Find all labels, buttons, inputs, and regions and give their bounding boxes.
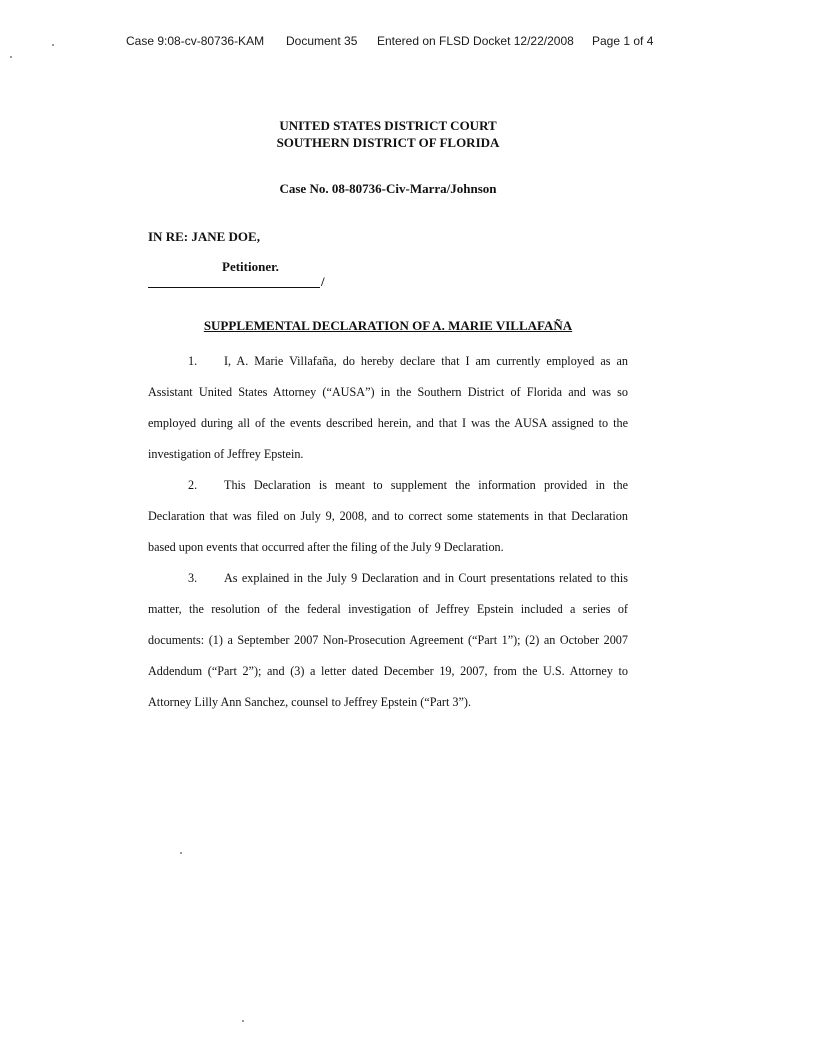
scan-speck (180, 852, 182, 854)
paragraph-text: This Declaration is meant to supplement the information provided in the Declaration that was filed on July 9, 2008, and to correct some statements in that Declaration based upon events that occurred after the filing of the July 9 Declaration. (148, 478, 628, 554)
paragraph-1 (148, 346, 628, 470)
declaration-title: SUPPLEMENTAL DECLARATION OF A. MARIE VILLAFAÑA (203, 318, 573, 333)
caption-slash: / (321, 274, 325, 289)
header-entered-date: Entered on FLSD Docket 12/22/2008 (377, 34, 574, 48)
caption-line (148, 287, 320, 288)
scan-speck (52, 44, 54, 46)
court-heading (0, 117, 776, 151)
paragraph-number: 3. (188, 571, 198, 585)
court-district: SOUTHERN DISTRICT OF FLORIDA (276, 135, 500, 150)
scan-speck (10, 56, 12, 58)
header-document-number: Document 35 (286, 34, 358, 48)
declaration-body (148, 346, 628, 718)
paragraph-text: As explained in the July 9 Declaration and in Court presentations related to this matter, the resolution of the federal investigation of Jeffrey Epstein included a series of documents: (1) a September 2007 Non-Prosecution Agreement (“Part 1”); (2) an October 2007 Addendum (“Part 2”); and (3) a letter dated December 19, 2007, from the U.S. Attorney to Attorney Lilly Ann Sanchez, counsel to Jeffrey Epstein (“Part 3”). (148, 571, 628, 709)
paragraph-number: 1. (188, 354, 198, 368)
scan-speck (242, 1020, 244, 1022)
header-case-number: Case 9:08-cv-80736-KAM (126, 34, 265, 48)
case-number: Case No. 08-80736-Civ-Marra/Johnson (279, 181, 497, 196)
paragraph-2 (148, 470, 628, 563)
paragraph-number: 2. (188, 478, 198, 492)
caption-in-re: IN RE: JANE DOE, (148, 229, 260, 244)
header-page-number: Page 1 of 4 (592, 34, 654, 48)
paragraph-text: I, A. Marie Villafaña, do hereby declare that I am currently employed as an Assistant United States Attorney (“AUSA”) in the Southern District of Florida and was so employed during all of the events described herein, and that I was the AUSA assigned to the investigation of Jeffrey Epstein. (148, 354, 628, 461)
caption-petitioner: Petitioner. (222, 259, 279, 274)
court-name: UNITED STATES DISTRICT COURT (279, 118, 497, 133)
paragraph-3 (148, 563, 628, 718)
